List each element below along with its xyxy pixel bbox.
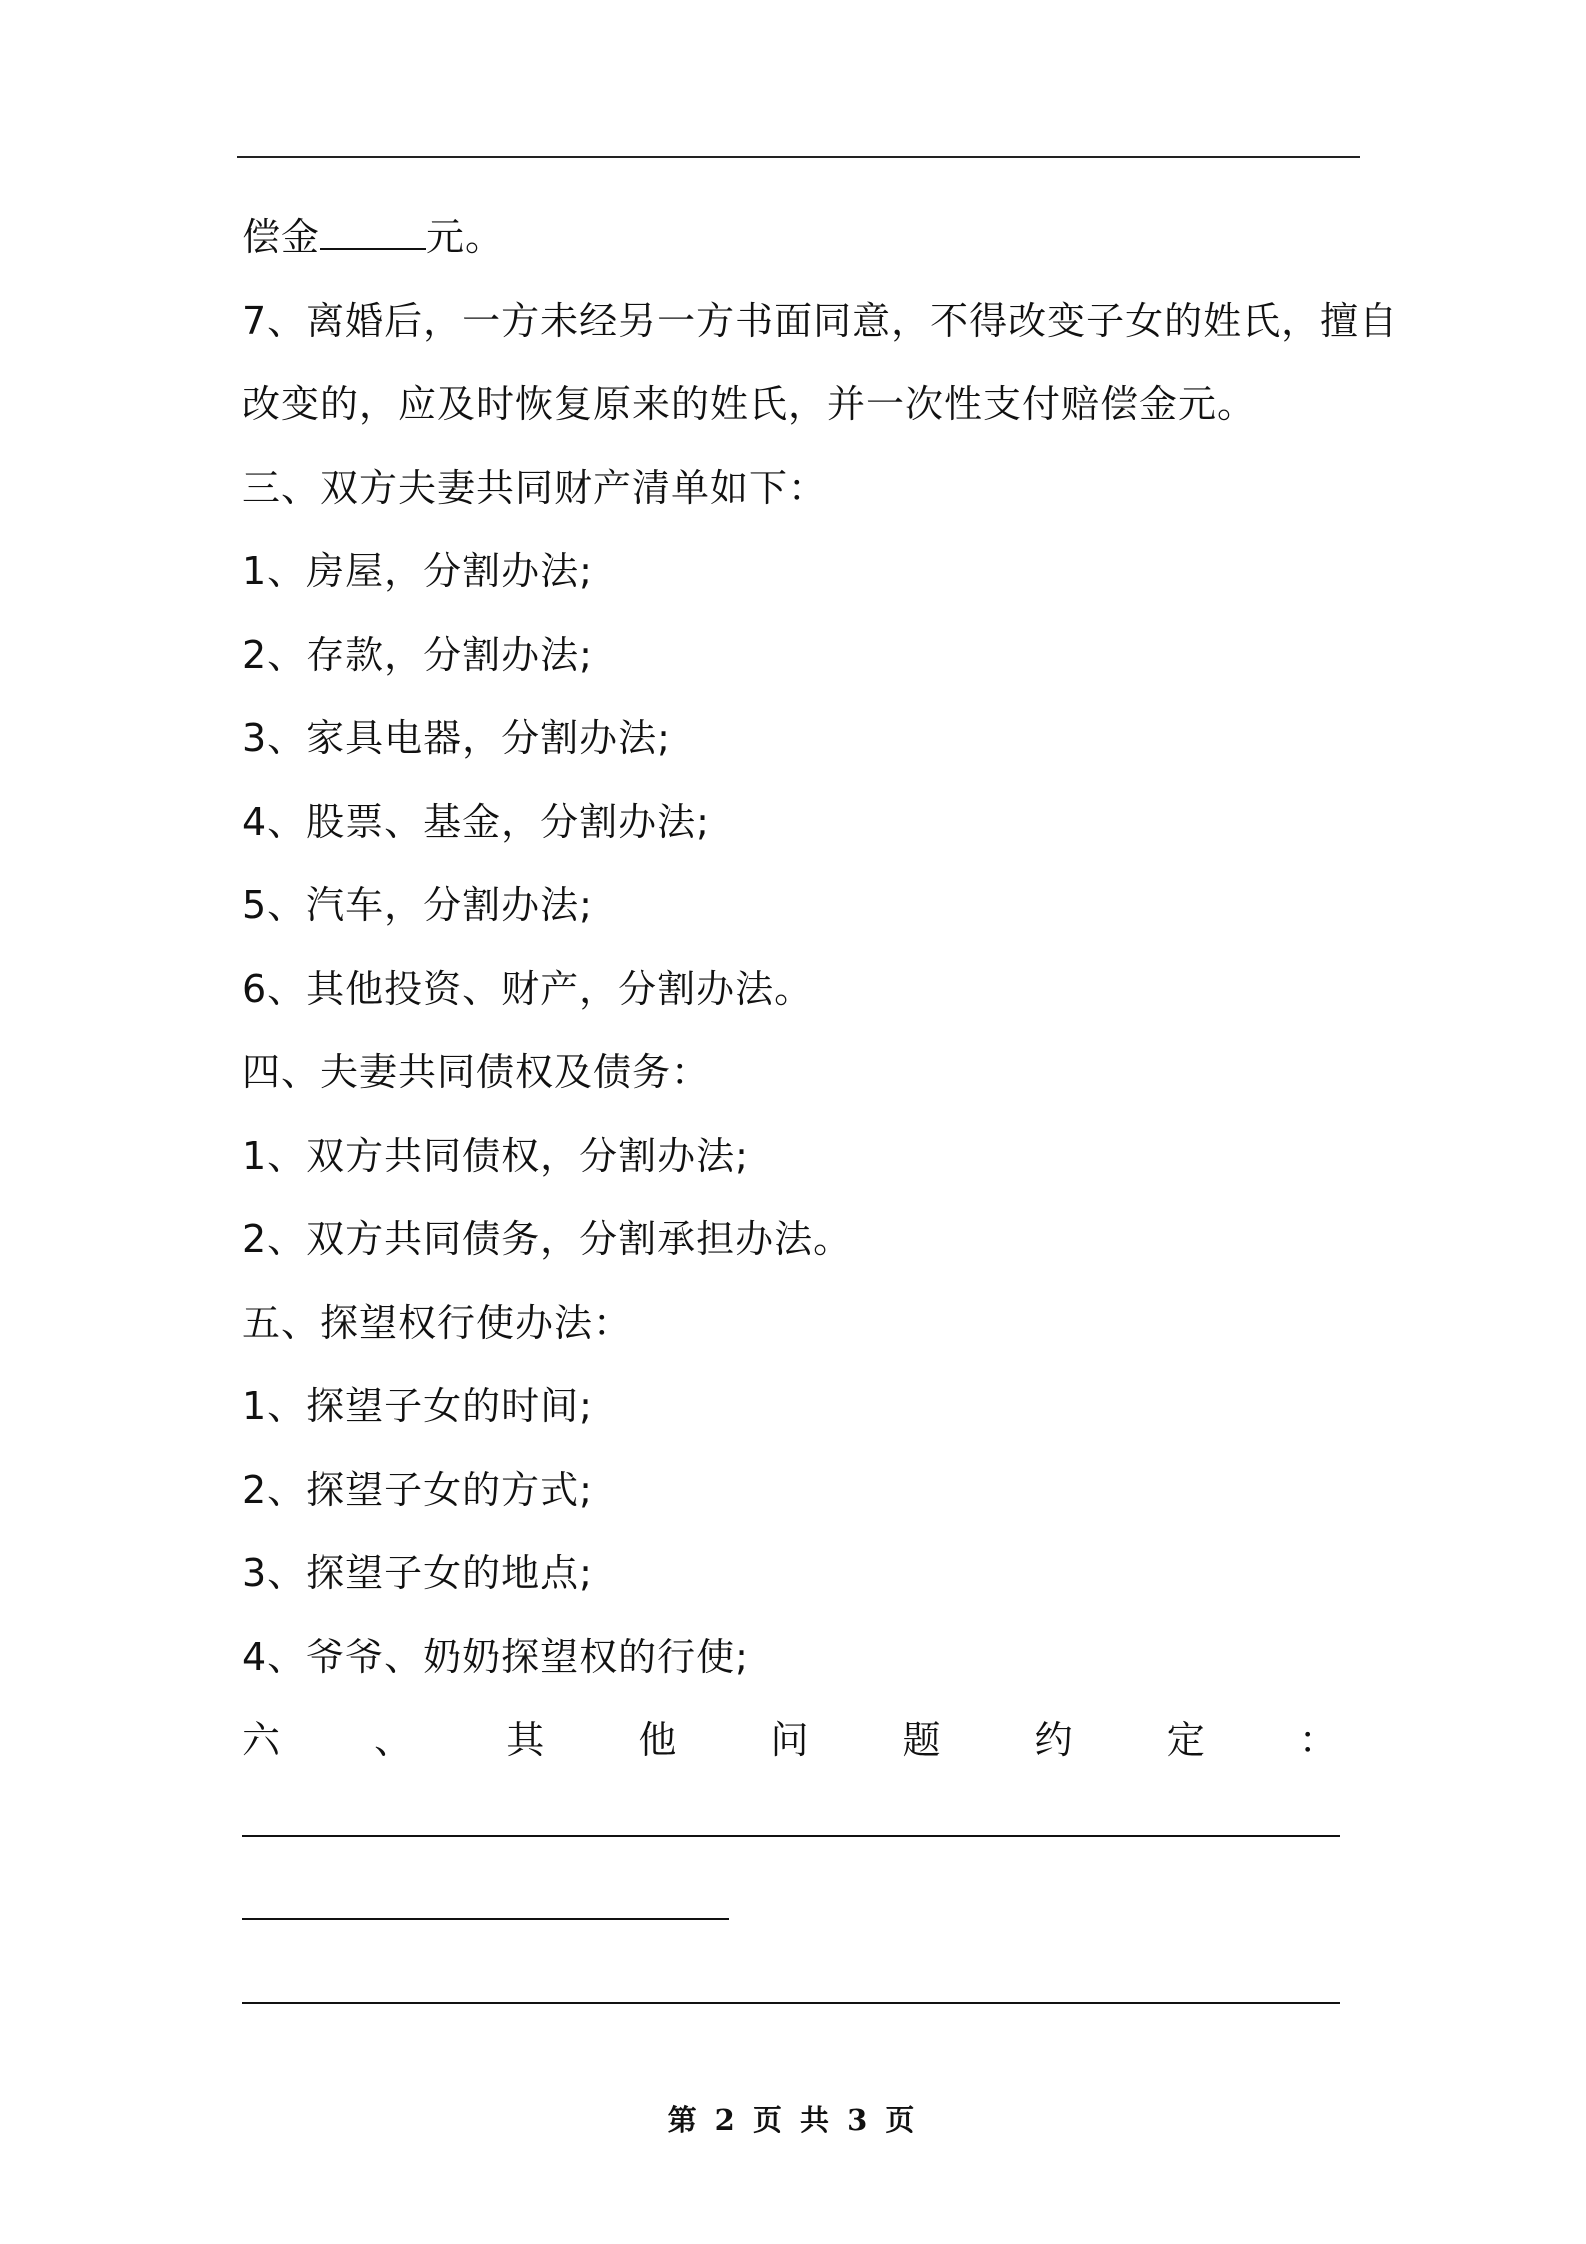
section-3-item: 4、股票、基金，分割办法; — [242, 799, 710, 844]
section-3-item: 6、其他投资、财产，分割办法。 — [242, 966, 814, 1011]
item-7-line-2: 改变的，应及时恢复原来的姓氏，并一次性支付赔偿金元。 — [242, 382, 1257, 426]
section-3-item: 3、家具电器，分割办法; — [242, 716, 671, 760]
section-5-item: 4、爷爷、奶奶探望权的行使; — [242, 1634, 749, 1679]
fill-in-underline — [242, 1799, 1340, 1837]
section-6-heading-char: 题 — [902, 1718, 942, 1762]
blank-line-half — [242, 1866, 1358, 1950]
section-6-heading-char: 问 — [770, 1718, 810, 1762]
fill-in-underline — [242, 1966, 1340, 2004]
section-5-item: 3、探望子女的地点; — [242, 1551, 593, 1595]
section-5-item: 2、探望子女的方式; — [242, 1467, 593, 1512]
section-5-heading: 五、探望权行使办法： — [242, 1300, 633, 1345]
section-6-heading-char: 定 — [1166, 1718, 1206, 1762]
header-rule — [237, 156, 1360, 158]
section-6-heading-char: 约 — [1034, 1718, 1074, 1762]
section-3-item: 1、房屋，分割办法; — [242, 549, 593, 593]
section-6-heading-char: 他 — [638, 1718, 678, 1762]
blank-line-full — [242, 1950, 1358, 2034]
compensation-blank — [320, 218, 426, 250]
fill-in-underline — [242, 1882, 729, 1920]
section-6-heading-char: ： — [1298, 1718, 1338, 1762]
document-body — [242, 196, 1399, 2033]
compensation-line — [242, 196, 1358, 280]
section-6-heading-char: 、 — [374, 1718, 414, 1762]
section-6-heading — [242, 1699, 1358, 1783]
section-5-item: 1、探望子女的时间; — [242, 1384, 593, 1428]
compensation-prefix: 偿金 — [242, 215, 321, 259]
blank-line-full — [242, 1783, 1358, 1867]
section-4-item: 2、双方共同债务，分割承担办法。 — [242, 1217, 853, 1261]
section-3-item: 5、汽车，分割办法; — [242, 883, 593, 927]
compensation-suffix: 元。 — [426, 215, 505, 259]
page-number-footer: 第 2 页 共 3 页 — [667, 2103, 919, 2137]
section-6-heading-char: 六 — [242, 1718, 282, 1762]
section-3-heading: 三、双方夫妻共同财产清单如下： — [242, 465, 828, 510]
section-3-item: 2、存款，分割办法; — [242, 632, 593, 677]
section-4-item: 1、双方共同债权，分割办法; — [242, 1133, 749, 1178]
item-7-line-1: 7、离婚后，一方未经另一方书面同意，不得改变子女的姓氏，擅自 — [242, 298, 1399, 343]
section-6-heading-char: 其 — [506, 1718, 546, 1762]
section-4-heading: 四、夫妻共同债权及债务： — [242, 1050, 711, 1094]
